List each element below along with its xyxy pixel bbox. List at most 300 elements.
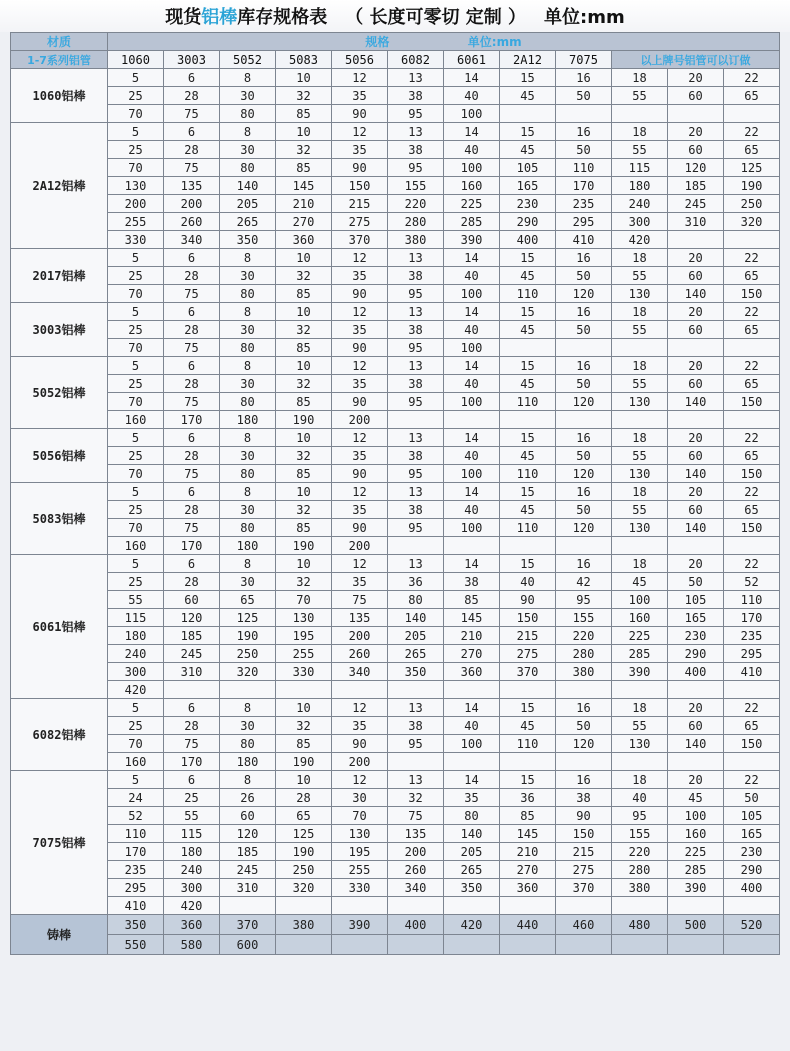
spec-cell: 28	[164, 573, 220, 591]
spec-cell	[388, 935, 444, 955]
spec-cell: 125	[220, 609, 276, 627]
title-part2: 库存规格表	[237, 7, 328, 28]
spec-cell: 22	[724, 249, 780, 267]
spec-cell: 15	[500, 123, 556, 141]
spec-cell	[500, 897, 556, 915]
material-label: 6082铝棒	[11, 699, 108, 771]
spec-cell: 75	[164, 339, 220, 357]
spec-cell: 90	[332, 105, 388, 123]
spec-cell: 230	[724, 843, 780, 861]
spec-cell: 390	[612, 663, 668, 681]
spec-table-body	[11, 69, 780, 955]
spec-cell: 70	[332, 807, 388, 825]
spec-cell: 6	[164, 303, 220, 321]
spec-cell: 180	[220, 753, 276, 771]
spec-cell: 360	[164, 915, 220, 935]
spec-cell: 140	[668, 465, 724, 483]
spec-cell: 180	[220, 411, 276, 429]
spec-cell	[500, 105, 556, 123]
spec-cell: 275	[500, 645, 556, 663]
spec-cell: 50	[556, 375, 612, 393]
material-label: 2017铝棒	[11, 249, 108, 303]
spec-cell: 80	[388, 591, 444, 609]
table-row	[11, 159, 780, 177]
spec-cell: 95	[388, 339, 444, 357]
spec-cell: 8	[220, 69, 276, 87]
spec-cell	[388, 411, 444, 429]
spec-cell: 22	[724, 483, 780, 501]
spec-cell: 14	[444, 303, 500, 321]
spec-cell: 22	[724, 699, 780, 717]
spec-cell: 90	[556, 807, 612, 825]
spec-cell: 16	[556, 123, 612, 141]
spec-cell: 55	[108, 591, 164, 609]
spec-cell: 130	[332, 825, 388, 843]
spec-cell: 30	[220, 267, 276, 285]
spec-cell: 235	[108, 861, 164, 879]
spec-cell: 35	[332, 501, 388, 519]
spec-cell: 8	[220, 249, 276, 267]
spec-cell: 550	[108, 935, 164, 955]
spec-cell: 10	[276, 771, 332, 789]
spec-cell: 28	[164, 267, 220, 285]
spec-cell: 38	[388, 375, 444, 393]
spec-cell: 180	[220, 537, 276, 555]
spec-cell: 8	[220, 303, 276, 321]
spec-cell: 60	[668, 141, 724, 159]
spec-cell: 600	[220, 935, 276, 955]
spec-cell: 220	[388, 195, 444, 213]
spec-cell: 32	[276, 321, 332, 339]
spec-cell: 16	[556, 69, 612, 87]
table-row	[11, 555, 780, 573]
table-row	[11, 411, 780, 429]
material-label: 5056铝棒	[11, 429, 108, 483]
spec-cell: 22	[724, 303, 780, 321]
spec-cell: 70	[108, 105, 164, 123]
table-row	[11, 519, 780, 537]
spec-cell: 40	[444, 87, 500, 105]
spec-cell: 32	[276, 501, 332, 519]
spec-cell: 36	[388, 573, 444, 591]
spec-cell	[444, 897, 500, 915]
spec-cell: 45	[500, 141, 556, 159]
spec-cell	[388, 897, 444, 915]
spec-cell: 240	[108, 645, 164, 663]
spec-cell: 95	[612, 807, 668, 825]
spec-cell	[668, 537, 724, 555]
spec-cell: 15	[500, 249, 556, 267]
table-row	[11, 105, 780, 123]
spec-cell: 55	[612, 267, 668, 285]
grade-header: 7075	[556, 51, 612, 69]
spec-label: 规格	[365, 35, 390, 49]
material-label: 6061铝棒	[11, 555, 108, 699]
spec-cell: 28	[164, 321, 220, 339]
spec-cell: 440	[500, 915, 556, 935]
spec-cell: 5	[108, 429, 164, 447]
spec-cell: 135	[332, 609, 388, 627]
spec-cell: 5	[108, 303, 164, 321]
spec-cell: 330	[108, 231, 164, 249]
spec-cell: 55	[612, 717, 668, 735]
spec-cell	[612, 897, 668, 915]
spec-cell: 150	[556, 825, 612, 843]
spec-cell: 255	[108, 213, 164, 231]
spec-cell: 95	[388, 393, 444, 411]
table-row	[11, 321, 780, 339]
spec-cell: 75	[164, 393, 220, 411]
spec-cell: 80	[220, 465, 276, 483]
spec-cell: 5	[108, 699, 164, 717]
spec-cell: 140	[388, 609, 444, 627]
table-row	[11, 935, 780, 955]
spec-cell: 35	[332, 447, 388, 465]
spec-cell: 215	[500, 627, 556, 645]
spec-cell: 90	[332, 393, 388, 411]
spec-cell: 50	[556, 267, 612, 285]
spec-cell: 12	[332, 555, 388, 573]
spec-cell: 6	[164, 357, 220, 375]
spec-cell: 290	[668, 645, 724, 663]
spec-cell	[612, 339, 668, 357]
spec-cell: 165	[668, 609, 724, 627]
spec-cell	[388, 681, 444, 699]
spec-cell: 65	[276, 807, 332, 825]
spec-cell: 50	[556, 321, 612, 339]
spec-cell: 45	[500, 267, 556, 285]
spec-cell: 16	[556, 483, 612, 501]
spec-cell: 55	[612, 375, 668, 393]
title-part1: 现货	[165, 7, 202, 28]
spec-cell: 20	[668, 69, 724, 87]
spec-cell: 32	[276, 717, 332, 735]
spec-cell: 35	[332, 375, 388, 393]
spec-cell: 60	[668, 501, 724, 519]
spec-cell: 285	[612, 645, 668, 663]
spec-cell: 100	[444, 735, 500, 753]
spec-cell: 13	[388, 429, 444, 447]
spec-cell: 13	[388, 483, 444, 501]
spec-cell: 60	[668, 717, 724, 735]
spec-cell: 80	[220, 735, 276, 753]
spec-cell: 16	[556, 303, 612, 321]
spec-cell: 30	[220, 501, 276, 519]
table-row	[11, 771, 780, 789]
spec-cell: 42	[556, 573, 612, 591]
spec-cell: 65	[220, 591, 276, 609]
spec-cell: 12	[332, 483, 388, 501]
spec-cell: 22	[724, 357, 780, 375]
spec-cell: 105	[500, 159, 556, 177]
spec-cell: 45	[500, 501, 556, 519]
table-row	[11, 717, 780, 735]
spec-cell	[612, 105, 668, 123]
spec-cell: 80	[220, 339, 276, 357]
spec-cell: 380	[276, 915, 332, 935]
spec-cell	[612, 537, 668, 555]
spec-cell: 90	[332, 159, 388, 177]
spec-cell: 200	[332, 537, 388, 555]
table-row	[11, 753, 780, 771]
spec-cell	[556, 753, 612, 771]
spec-cell: 520	[724, 915, 780, 935]
spec-cell: 100	[444, 285, 500, 303]
spec-cell: 170	[556, 177, 612, 195]
spec-cell: 390	[332, 915, 388, 935]
spec-cell: 38	[388, 267, 444, 285]
spec-cell: 150	[332, 177, 388, 195]
spec-cell: 255	[276, 645, 332, 663]
spec-cell: 120	[164, 609, 220, 627]
spec-cell	[668, 897, 724, 915]
spec-cell: 285	[444, 213, 500, 231]
grade-header: 2A12	[500, 51, 556, 69]
spec-cell: 105	[668, 591, 724, 609]
table-row	[11, 123, 780, 141]
spec-cell: 35	[332, 321, 388, 339]
material-label: 7075铝棒	[11, 771, 108, 915]
spec-cell: 45	[500, 87, 556, 105]
spec-cell: 95	[388, 465, 444, 483]
table-row	[11, 735, 780, 753]
spec-cell: 70	[108, 735, 164, 753]
spec-cell: 75	[164, 735, 220, 753]
spec-cell: 290	[724, 861, 780, 879]
spec-cell: 225	[668, 843, 724, 861]
spec-cell: 38	[388, 717, 444, 735]
spec-cell: 5	[108, 69, 164, 87]
spec-cell: 13	[388, 249, 444, 267]
spec-cell: 32	[276, 267, 332, 285]
spec-cell: 95	[388, 105, 444, 123]
table-row	[11, 663, 780, 681]
spec-cell: 52	[724, 573, 780, 591]
spec-cell: 20	[668, 555, 724, 573]
spec-cell: 6	[164, 123, 220, 141]
spec-cell: 165	[500, 177, 556, 195]
spec-cell: 85	[276, 735, 332, 753]
spec-cell: 6	[164, 429, 220, 447]
grade-header: 5056	[332, 51, 388, 69]
spec-cell: 10	[276, 699, 332, 717]
spec-cell: 370	[220, 915, 276, 935]
spec-cell: 460	[556, 915, 612, 935]
title-highlight: 铝棒	[201, 7, 238, 28]
spec-cell: 12	[332, 123, 388, 141]
spec-cell	[500, 935, 556, 955]
spec-cell: 25	[108, 321, 164, 339]
spec-cell	[500, 411, 556, 429]
spec-cell: 20	[668, 123, 724, 141]
spec-cell: 390	[444, 231, 500, 249]
spec-cell: 300	[108, 663, 164, 681]
spec-cell: 200	[332, 411, 388, 429]
spec-cell: 140	[668, 285, 724, 303]
spec-cell: 50	[668, 573, 724, 591]
grade-header: 6082	[388, 51, 444, 69]
spec-cell: 55	[612, 141, 668, 159]
spec-cell: 280	[556, 645, 612, 663]
spec-cell: 340	[388, 879, 444, 897]
spec-cell: 13	[388, 303, 444, 321]
spec-cell: 330	[332, 879, 388, 897]
spec-cell: 275	[332, 213, 388, 231]
spec-cell: 65	[724, 267, 780, 285]
spec-cell: 65	[724, 717, 780, 735]
spec-cell: 320	[724, 213, 780, 231]
spec-cell: 12	[332, 69, 388, 87]
spec-cell: 120	[556, 285, 612, 303]
spec-cell: 90	[500, 591, 556, 609]
spec-table	[10, 32, 780, 955]
spec-cell: 260	[164, 213, 220, 231]
spec-cell: 265	[388, 645, 444, 663]
spec-cell: 150	[724, 465, 780, 483]
spec-cell: 70	[108, 519, 164, 537]
table-row	[11, 537, 780, 555]
spec-cell: 40	[444, 501, 500, 519]
spec-cell: 235	[556, 195, 612, 213]
table-row	[11, 789, 780, 807]
spec-cell: 55	[612, 501, 668, 519]
spec-cell: 12	[332, 771, 388, 789]
spec-cell: 80	[220, 105, 276, 123]
spec-cell: 20	[668, 249, 724, 267]
spec-cell: 40	[444, 321, 500, 339]
spec-cell: 90	[332, 285, 388, 303]
spec-cell: 14	[444, 699, 500, 717]
spec-cell: 15	[500, 303, 556, 321]
spec-cell: 45	[500, 447, 556, 465]
spec-cell: 8	[220, 483, 276, 501]
table-row	[11, 915, 780, 935]
spec-cell: 32	[276, 573, 332, 591]
spec-cell: 155	[556, 609, 612, 627]
spec-cell: 13	[388, 699, 444, 717]
spec-cell: 190	[220, 627, 276, 645]
table-row	[11, 573, 780, 591]
spec-cell: 340	[332, 663, 388, 681]
spec-cell: 110	[500, 285, 556, 303]
spec-cell: 115	[164, 825, 220, 843]
spec-cell: 320	[220, 663, 276, 681]
spec-cell: 160	[444, 177, 500, 195]
spec-cell: 12	[332, 429, 388, 447]
spec-cell: 22	[724, 555, 780, 573]
spec-cell: 18	[612, 357, 668, 375]
spec-cell: 420	[108, 681, 164, 699]
spec-cell: 18	[612, 699, 668, 717]
spec-cell: 410	[108, 897, 164, 915]
spec-cell: 410	[724, 663, 780, 681]
spec-cell: 170	[724, 609, 780, 627]
table-row	[11, 843, 780, 861]
spec-cell: 38	[388, 447, 444, 465]
spec-cell: 200	[108, 195, 164, 213]
spec-cell: 230	[668, 627, 724, 645]
spec-unit-label: 单位:mm	[467, 35, 522, 49]
spec-cell: 15	[500, 429, 556, 447]
table-row	[11, 645, 780, 663]
spec-cell: 50	[556, 447, 612, 465]
spec-cell	[724, 105, 780, 123]
spec-cell: 25	[108, 501, 164, 519]
spec-header	[108, 33, 780, 51]
spec-cell: 205	[220, 195, 276, 213]
spec-cell: 8	[220, 357, 276, 375]
table-row	[11, 879, 780, 897]
spec-cell: 580	[164, 935, 220, 955]
header-row-2	[11, 51, 780, 69]
table-row	[11, 69, 780, 87]
spec-cell: 120	[556, 465, 612, 483]
spec-cell	[444, 681, 500, 699]
spec-cell: 8	[220, 771, 276, 789]
spec-cell	[276, 935, 332, 955]
spec-cell: 14	[444, 483, 500, 501]
table-row	[11, 141, 780, 159]
spec-cell: 60	[668, 87, 724, 105]
spec-cell: 360	[444, 663, 500, 681]
spec-cell: 80	[220, 519, 276, 537]
spec-cell: 160	[668, 825, 724, 843]
spec-cell: 10	[276, 429, 332, 447]
spec-cell: 270	[444, 645, 500, 663]
title-note: （ 长度可零切 定制 ）	[345, 7, 527, 28]
spec-cell: 265	[444, 861, 500, 879]
spec-cell: 20	[668, 771, 724, 789]
spec-cell: 280	[612, 861, 668, 879]
spec-cell: 5	[108, 357, 164, 375]
spec-cell: 10	[276, 357, 332, 375]
table-row	[11, 447, 780, 465]
spec-cell: 70	[108, 339, 164, 357]
spec-cell: 390	[668, 879, 724, 897]
spec-cell: 75	[164, 285, 220, 303]
spec-cell: 6	[164, 483, 220, 501]
spec-cell	[388, 537, 444, 555]
spec-cell: 8	[220, 699, 276, 717]
spec-cell	[612, 753, 668, 771]
spec-cell: 14	[444, 123, 500, 141]
spec-cell: 12	[332, 699, 388, 717]
spec-cell: 10	[276, 555, 332, 573]
spec-cell: 20	[668, 303, 724, 321]
spec-cell: 180	[108, 627, 164, 645]
spec-cell: 110	[500, 519, 556, 537]
spec-cell: 25	[164, 789, 220, 807]
spec-cell: 85	[276, 159, 332, 177]
spec-cell: 55	[612, 447, 668, 465]
spec-cell: 145	[276, 177, 332, 195]
spec-cell: 45	[668, 789, 724, 807]
spec-cell	[164, 681, 220, 699]
spec-cell: 135	[164, 177, 220, 195]
spec-cell: 50	[556, 501, 612, 519]
spec-cell	[220, 897, 276, 915]
spec-cell: 135	[388, 825, 444, 843]
spec-cell: 32	[388, 789, 444, 807]
spec-cell: 28	[276, 789, 332, 807]
spec-cell: 18	[612, 249, 668, 267]
spec-cell: 150	[724, 393, 780, 411]
spec-cell: 30	[220, 573, 276, 591]
spec-cell: 100	[444, 105, 500, 123]
spec-cell	[556, 681, 612, 699]
spec-cell: 75	[388, 807, 444, 825]
spec-cell: 75	[332, 591, 388, 609]
